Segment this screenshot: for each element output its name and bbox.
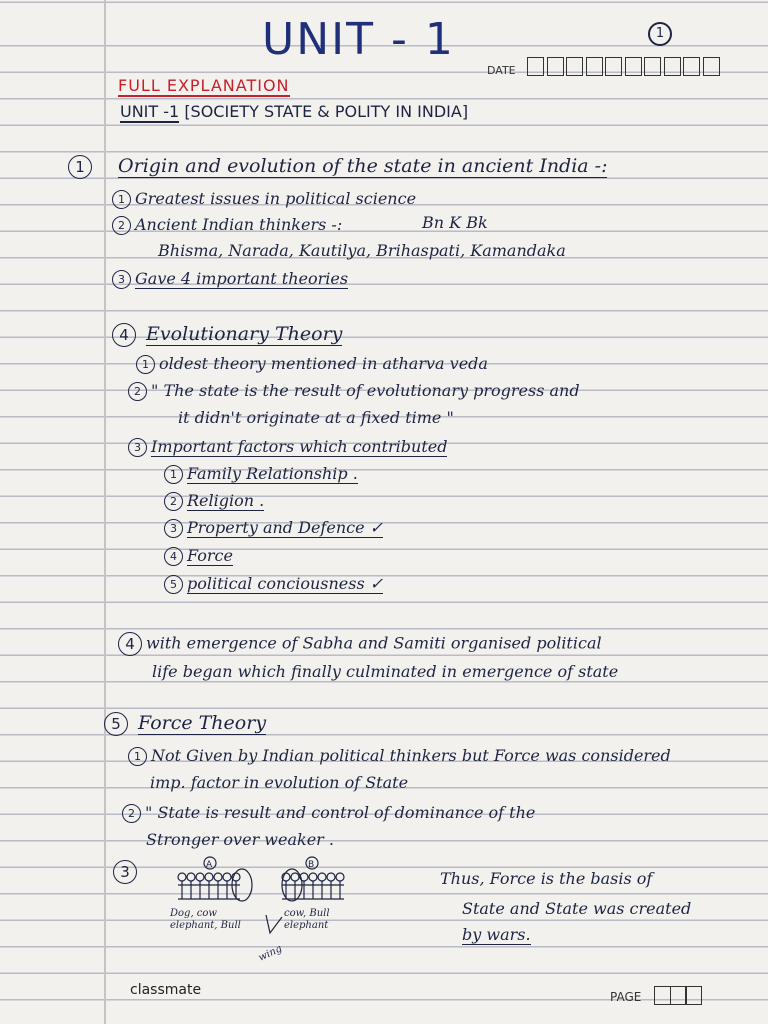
note-text: with emergence of Sabha and Samiti organised political: [146, 633, 602, 653]
section-1-item-2: [112, 215, 342, 235]
force-item-3-number: [113, 860, 141, 884]
force-item-2-line-1: 2 " State is result and control of dominance of the: [122, 803, 535, 823]
factor-number: 4: [164, 547, 183, 566]
item-text: oldest theory mentioned in atharva veda: [159, 354, 488, 373]
sabha-samiti-line-1: [118, 632, 602, 656]
item-text: Important factors which contributed: [151, 437, 448, 456]
figure-label-b: B: [308, 860, 315, 870]
item-number: 1: [112, 190, 131, 209]
thinkers-list: Bhisma, Narada, Kautilya, Brihaspati, Kamandaka: [158, 241, 566, 260]
force-conclusion-line-1: Thus, Force is the basis of: [440, 869, 653, 888]
force-item-1-line-2: imp. factor in evolution of State: [150, 773, 409, 792]
item-number: 2: [112, 216, 131, 235]
item-text: " State is result and control of dominance of the: [145, 803, 536, 822]
margin-line: [104, 0, 106, 1024]
section-1-heading: [68, 155, 607, 179]
factor-text: Force: [187, 546, 233, 565]
section-title: Force Theory: [138, 712, 267, 734]
force-conclusion-line-3: [462, 925, 531, 944]
full-explanation-label: FULL EXPLANATION: [118, 76, 290, 95]
conclusion-text: by wars.: [462, 925, 531, 944]
evolutionary-item-2-line-2: it didn't originate at a fixed time ": [178, 408, 454, 427]
section-force-heading: [104, 712, 266, 736]
section-1-item-1: [112, 189, 416, 209]
force-item-1-line-1: 1 Not Given by Indian political thinkers but Force was considered: [128, 746, 671, 766]
evolutionary-item-3: 3 Important factors which contributed: [128, 437, 447, 457]
factor-number: 5: [164, 575, 183, 594]
item-text: Ancient Indian thinkers -:: [135, 215, 343, 234]
date-boxes: [527, 57, 718, 76]
brand-logo: classmate: [130, 982, 202, 998]
item-text: Not Given by Indian political thinkers but Force was considered: [151, 746, 671, 765]
factor-text: political conciousness ✓: [187, 574, 384, 593]
force-item-2-line-2: Stronger over weaker .: [146, 830, 334, 849]
section-1-title: Origin and evolution of the state in ancient India -:: [118, 155, 608, 177]
unit-heading-topic: [SOCIETY STATE & POLITY IN INDIA]: [184, 102, 469, 121]
figure-note: wing: [256, 943, 284, 964]
factor-4: [164, 546, 233, 566]
unit-heading-prefix: UNIT -1: [120, 102, 180, 121]
page-circle-number: 1: [648, 22, 672, 46]
factor-number: 1: [164, 465, 183, 484]
page-title: UNIT - 1: [262, 14, 455, 65]
unit-heading: [120, 102, 468, 121]
factor-1: [164, 464, 358, 484]
page-label: PAGE: [610, 990, 642, 1004]
figure-caption-a: Dog, cow elephant, Bull: [170, 908, 241, 931]
force-conclusion-line-2: State and State was created: [462, 899, 692, 918]
note-number: 4: [118, 632, 142, 656]
factor-2: [164, 491, 264, 511]
section-number: 5: [104, 712, 128, 736]
page-number-boxes: [654, 986, 701, 1005]
figure-caption-b: cow, Bull elephant: [284, 908, 330, 931]
item-number: 3: [112, 270, 131, 289]
factor-3: [164, 518, 383, 538]
item-text: Gave 4 important theories: [135, 269, 349, 288]
item-text: " The state is the result of evolutionary progress and: [151, 381, 580, 400]
item-text: Greatest issues in political science: [135, 189, 417, 208]
section-title: Evolutionary Theory: [146, 323, 343, 345]
item-number: 3: [113, 860, 137, 884]
date-label: DATE: [487, 64, 516, 77]
evolutionary-item-2-line-1: 2 " The state is the result of evolutionary progress and: [128, 381, 580, 401]
thinkers-abbreviation: Bn K Bk: [422, 213, 488, 232]
evolutionary-item-1: 1 oldest theory mentioned in atharva veda: [136, 354, 488, 374]
factor-text: Religion .: [187, 491, 265, 510]
factor-5: [164, 574, 383, 594]
factor-number: 3: [164, 519, 183, 538]
factor-text: Family Relationship .: [187, 464, 358, 483]
section-evolutionary-heading: [112, 323, 342, 347]
section-number: 4: [112, 323, 136, 347]
figure-label-a: A: [206, 860, 213, 870]
sabha-samiti-line-2: life began which finally culminated in emergence of state: [152, 662, 619, 681]
section-1-item-3: [112, 269, 348, 289]
factor-text: Property and Defence ✓: [187, 518, 384, 537]
factor-number: 2: [164, 492, 183, 511]
section-1-number: 1: [68, 155, 92, 179]
